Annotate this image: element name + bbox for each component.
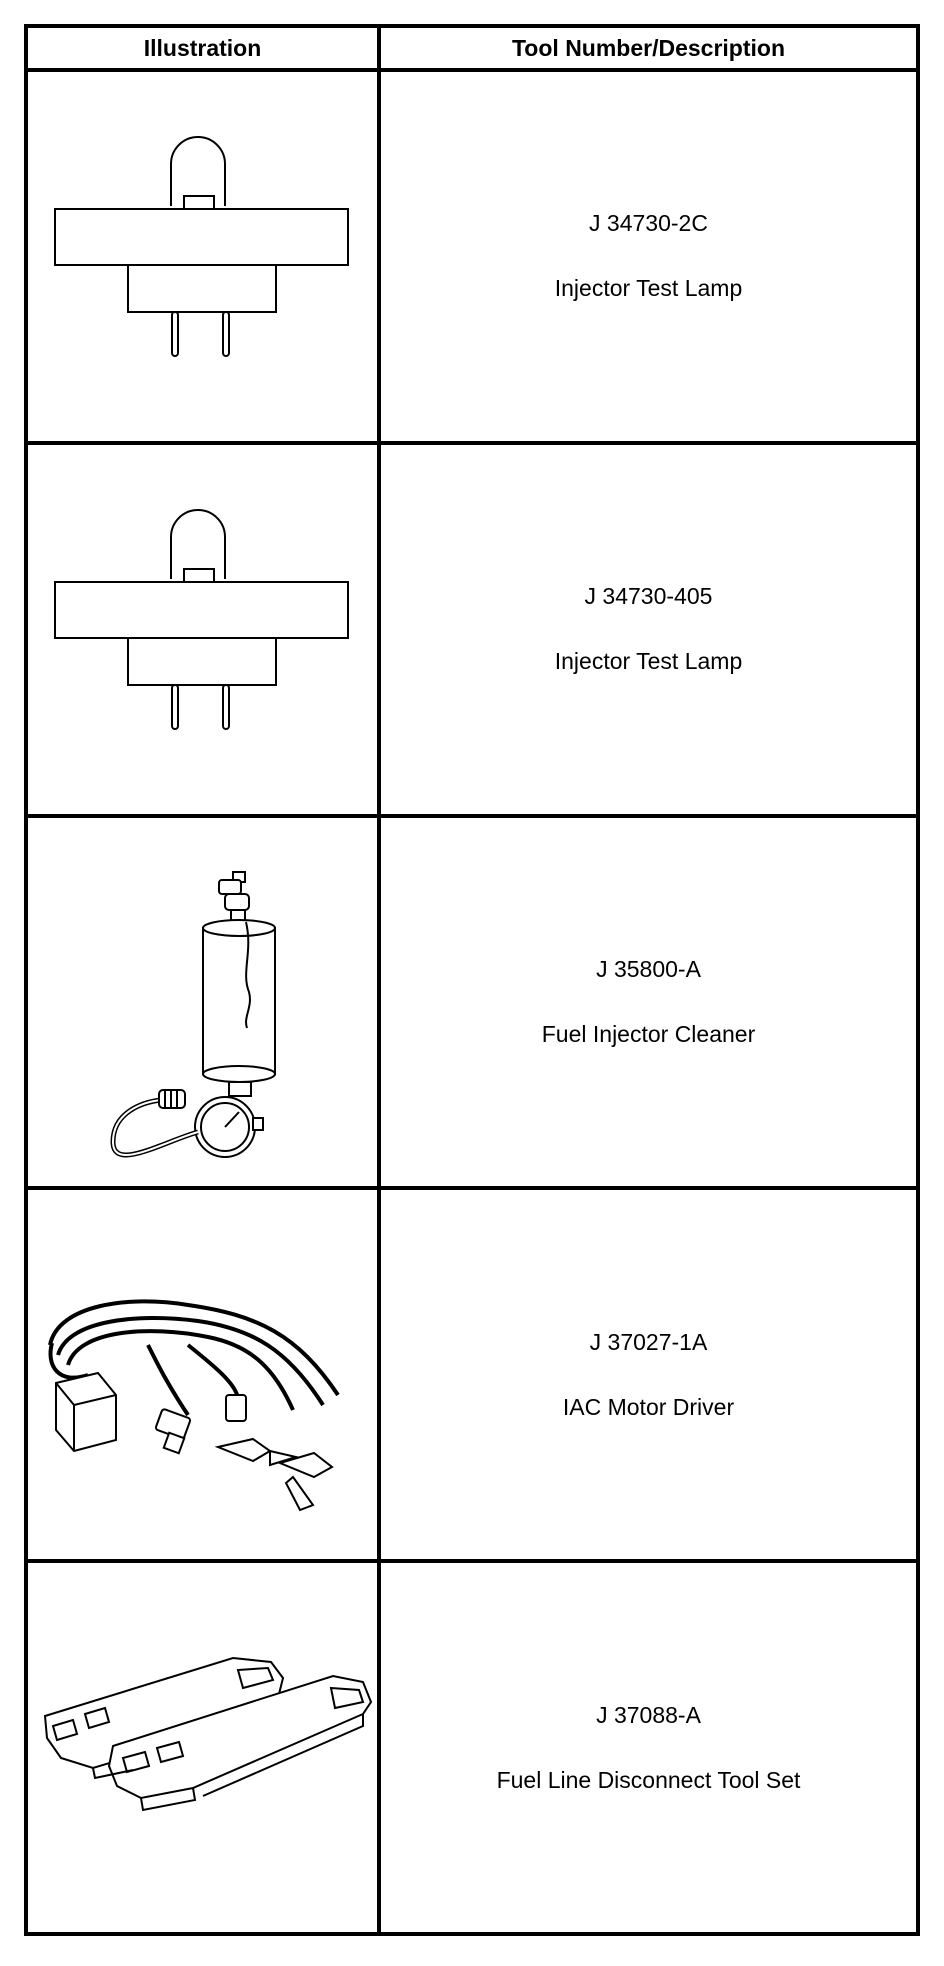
tool-number: J 37088-A xyxy=(596,1701,701,1728)
special-tools-table xyxy=(24,24,920,1936)
fuel-line-disconnect-tool-set-icon xyxy=(33,1618,373,1878)
fuel-injector-cleaner-icon xyxy=(43,842,363,1162)
injector-test-lamp-icon xyxy=(43,479,363,779)
tool-number: J 34730-405 xyxy=(584,583,713,610)
table-row-illustration xyxy=(28,441,381,814)
table-row-illustration xyxy=(28,68,381,441)
header-tool-number-description: Tool Number/Description xyxy=(511,34,786,61)
table-row-illustration xyxy=(28,814,381,1187)
header-illustration: Illustration xyxy=(28,28,381,68)
table-row-illustration xyxy=(28,1559,381,1932)
tool-number: J 35800-A xyxy=(596,955,701,982)
iac-motor-driver-icon xyxy=(38,1225,368,1525)
table-row-illustration xyxy=(28,1186,381,1559)
table-row-description xyxy=(381,441,916,814)
tool-description: IAC Motor Driver xyxy=(562,1393,735,1420)
table-row-description xyxy=(381,68,916,441)
tool-description: Injector Test Lamp xyxy=(554,275,743,302)
injector-test-lamp-icon xyxy=(43,106,363,406)
table-row-description xyxy=(381,1559,916,1932)
table-row-description xyxy=(381,814,916,1187)
tool-number: J 34730-2C xyxy=(589,210,708,237)
table-row-description xyxy=(381,1186,916,1559)
tool-description: Fuel Line Disconnect Tool Set xyxy=(496,1766,801,1793)
tool-description: Fuel Injector Cleaner xyxy=(541,1020,756,1047)
tool-number: J 37027-1A xyxy=(589,1328,708,1355)
tool-description: Injector Test Lamp xyxy=(554,648,743,675)
